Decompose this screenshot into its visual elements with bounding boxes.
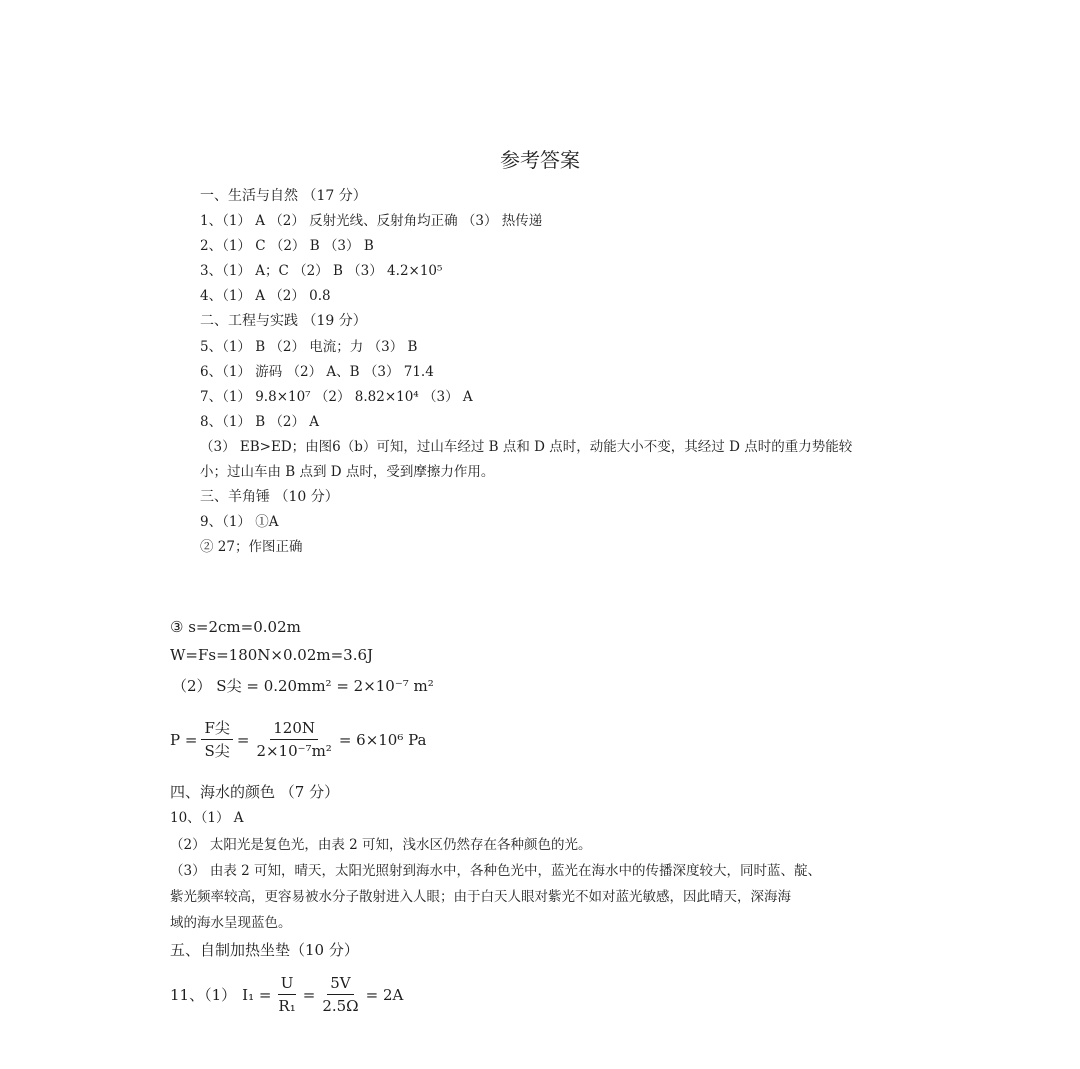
answer-q6: 6、（1） 游码 （2） A、B （3） 71.4: [200, 364, 434, 380]
fraction-force-area: [201, 718, 232, 761]
answer-q10: 10、（1） A: [170, 810, 244, 826]
formula-result: = 6×10⁶ Pa: [338, 730, 427, 749]
formula-lhs: P =: [170, 730, 198, 749]
section-4-header: 四、海水的颜色 （7 分）: [170, 783, 340, 801]
answer-q10-3-line3: 域的海水呈现蓝色。: [170, 915, 292, 931]
answer-q9-3: ③ s=2cm=0.02m: [170, 618, 301, 636]
answer-q2: 2、（1） C （2） B （3） B: [200, 238, 374, 254]
fraction-denominator: 2×10⁻⁷m²: [256, 742, 332, 760]
question-number: 11、（1）: [170, 986, 237, 1004]
answer-q9: 9、（1） ①A: [200, 514, 279, 530]
answer-q9-work: W=Fs=180N×0.02m=3.6J: [170, 646, 374, 664]
answer-q8-3-line2: 小；过山车由 B 点到 D 点时，受到摩擦力作用。: [200, 464, 495, 480]
fraction-numerator: 120N: [270, 718, 318, 740]
section-1-header: 一、生活与自然 （17 分）: [200, 188, 367, 204]
formula-lhs: I₁ =: [242, 985, 272, 1004]
section-2-header: 二、工程与实践 （19 分）: [200, 313, 367, 329]
answer-q5: 5、（1） B （2） 电流；力 （3） B: [200, 339, 418, 355]
fraction-voltage-resistance: [275, 973, 298, 1016]
formula-equals: =: [236, 730, 250, 749]
section-5-header: 五、自制加热坐垫（10 分）: [170, 941, 359, 959]
fraction-denominator: R₁: [278, 997, 296, 1015]
answer-q9-area: （2） S尖 = 0.20mm² = 2×10⁻⁷ m²: [172, 677, 434, 695]
answer-q8: 8、（1） B （2） A: [200, 414, 320, 430]
page-title: 参考答案: [500, 148, 580, 172]
section-3-header: 三、羊角锤 （10 分）: [200, 489, 339, 505]
answer-q10-2: （2） 太阳光是复色光，由表 2 可知，浅水区仍然存在各种颜色的光。: [170, 837, 592, 853]
answer-q3: 3、（1） A；C （2） B （3） 4.2×10⁵: [200, 263, 443, 279]
answer-q1: 1、（1） A （2） 反射光线、反射角均正确 （3） 热传递: [200, 213, 543, 229]
fraction-numerator: U: [278, 973, 297, 995]
fraction-denominator: S尖: [204, 742, 230, 760]
answer-q8-3-line1: （3） EB>ED；由图6（b）可知，过山车经过 B 点和 D 点时，动能大小不变，其经过 D 点时的重力势能较: [200, 439, 853, 455]
fraction-values: [253, 718, 334, 761]
pressure-formula: [170, 718, 427, 761]
answer-q7: 7、（1） 9.8×10⁷ （2） 8.82×10⁴ （3） A: [200, 389, 473, 405]
answer-q4: 4、（1） A （2） 0.8: [200, 288, 331, 304]
answer-q10-3-line2: 紫光频率较高，更容易被水分子散射进入人眼；由于白天人眼对紫光不如对蓝光敏感，因此晴天，深海海: [170, 889, 791, 905]
formula-result: = 2A: [365, 985, 404, 1004]
fraction-denominator: 2.5Ω: [322, 997, 359, 1015]
fraction-numerator: F尖: [201, 718, 232, 740]
answer-q10-3-line1: （3） 由表 2 可知，晴天，太阳光照射到海水中，各种色光中，蓝光在海水中的传播深度较大，同时蓝、靛、: [170, 863, 822, 879]
answer-q9-2: ② 27；作图正确: [200, 539, 303, 555]
fraction-values: [319, 973, 361, 1016]
fraction-numerator: 5V: [327, 973, 353, 995]
formula-equals: =: [302, 985, 316, 1004]
current-formula: [170, 973, 403, 1016]
